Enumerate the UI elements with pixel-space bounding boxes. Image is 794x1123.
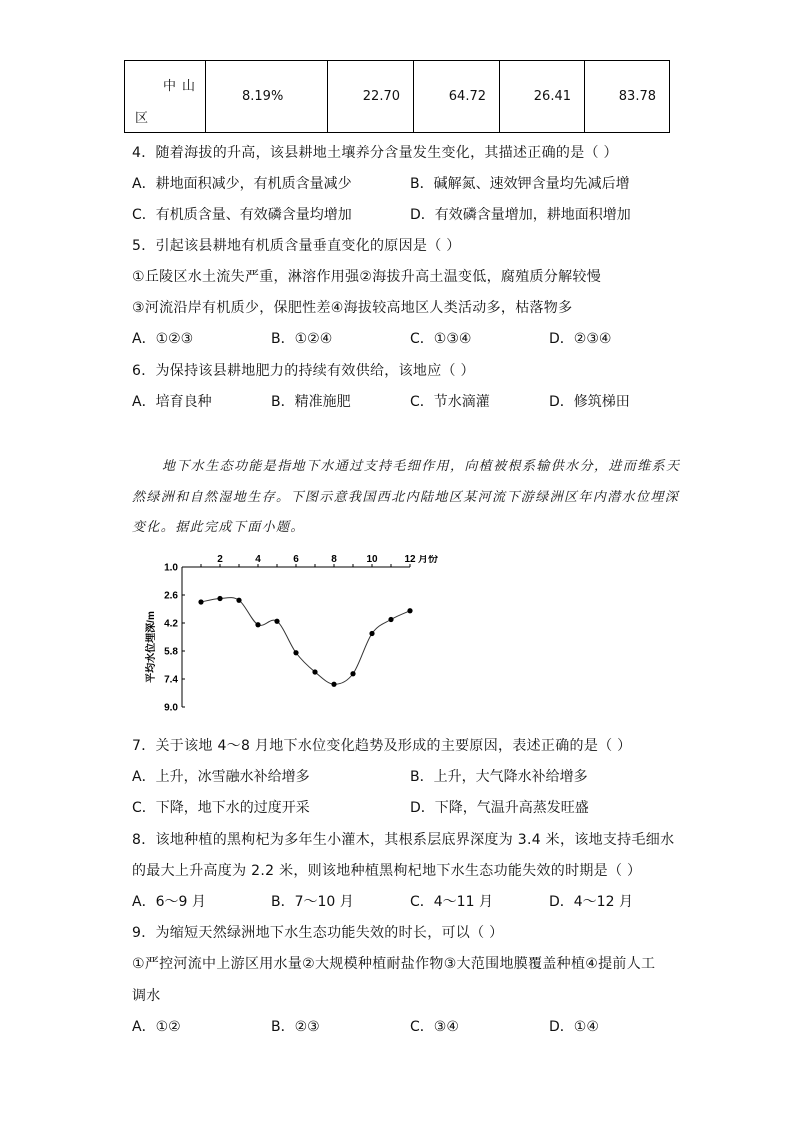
q5-option-c: C．①③④ [410,331,472,347]
x-tick-label: 12 [404,555,416,565]
data-point [293,650,298,655]
data-point [236,598,241,603]
data-table [124,60,670,133]
question-4-stem: 4．随着海拔的升高，该县耕地土壤养分含量发生变化，其描述正确的是（ ） [132,145,618,161]
x-axis-label: 月份 [418,555,438,565]
series-line [201,598,410,685]
passage-line-3: 变化。据此完成下面小题。 [132,520,305,535]
data-point [217,596,222,601]
q6-option-d: D．修筑梯田 [549,394,630,410]
q8-option-a: A．6～9 月 [132,894,206,910]
q7-option-a: A．上升，冰雪融水补给增多 [132,769,310,785]
data-point [350,671,355,676]
data-point [198,599,203,604]
table-cell: 8.19% [206,61,328,133]
x-tick-label: 4 [255,555,261,565]
q8-option-d: D．4～12 月 [549,894,633,910]
q4-option-c: C．有机质含量、有效磷含量均增加 [132,207,352,223]
table-cell-region [125,61,206,133]
data-point [274,619,279,624]
x-tick-label: 10 [366,555,378,565]
table-cell: 83.78 [585,61,670,133]
data-point [369,631,374,636]
x-tick-label: 6 [293,555,299,565]
table-cell: 22.70 [328,61,414,133]
question-6-stem: 6．为保持该县耕地肥力的持续有效供给，该地应（ ） [132,363,475,379]
question-8-stem-line1: 8．该地种植的黑枸杞为多年生小灌木，其根系层底界深度为 3.4 米，该地支持毛细水 [132,832,675,848]
q5-statements-line2: ③河流沿岸有机质少，保肥性差④海拔较高地区人类活动多，枯落物多 [132,300,573,316]
q5-statements-line1: ①丘陵区水土流失严重，淋溶作用强②海拔升高土温变低，腐殖质分解较慢 [132,269,601,285]
y-tick-label: 5.8 [164,646,178,658]
table-row [125,61,670,133]
q7-option-c: C．下降，地下水的过度开采 [132,800,310,816]
q9-option-d: D．①④ [549,1019,599,1035]
q9-statements-line1: ①严控河流中上游区用水量②大规模种植耐盐作物③大范围地膜覆盖种植④提前人工 [132,956,656,972]
data-point [331,682,336,687]
q9-option-b: B．②③ [271,1019,320,1035]
region-label-part1: 中山 [163,79,202,94]
q9-option-c: C．③④ [410,1019,459,1035]
y-axis-label: 平均水位埋深/m [146,611,157,683]
data-point [255,622,260,627]
table-cell: 26.41 [500,61,585,133]
question-8-stem-line2: 的最大上升高度为 2.2 米，则该地种植黑枸杞地下水生态功能失效的时期是（ ） [132,863,642,879]
q4-option-b: B．碱解氮、速效钾含量均先减后增 [410,176,630,192]
data-point [388,617,393,622]
y-tick-label: 1.0 [164,562,178,574]
q6-option-a: A．培育良种 [132,394,212,410]
q8-option-b: B．7～10 月 [271,894,354,910]
question-9-stem: 9．为缩短天然绿洲地下水生态功能失效的时长，可以（ ） [132,925,504,941]
y-tick-label: 4.2 [164,618,178,630]
data-point [407,608,412,613]
q6-option-b: B．精准施肥 [271,394,351,410]
data-point [312,669,317,674]
x-tick-label: 8 [331,555,337,565]
passage-line-2: 然绿洲和自然湿地生存。下图示意我国西北内陆地区某河流下游绿洲区年内潜水位埋深 [132,490,680,505]
x-tick-label: 2 [217,555,223,565]
q7-option-b: B．上升，大气降水补给增多 [410,769,588,785]
q4-option-a: A．耕地面积减少，有机质含量减少 [132,176,352,192]
y-tick-label: 2.6 [164,590,178,602]
q6-option-c: C．节水滴灌 [410,394,490,410]
y-tick-label: 9.0 [164,702,178,714]
q9-statements-line2: 调水 [132,988,161,1004]
q5-option-a: A．①②③ [132,331,194,347]
q7-option-d: D．下降，气温升高蒸发旺盛 [410,800,589,816]
y-tick-label: 7.4 [164,674,178,686]
q8-option-c: C．4～11 月 [410,894,493,910]
groundwater-depth-chart [140,555,450,725]
region-label-part2: 区 [135,111,149,126]
passage-line-1: 地下水生态功能是指地下水通过支持毛细作用，向植被根系输供水分，进而维系天 [162,459,681,474]
q9-option-a: A．①② [132,1019,181,1035]
question-7-stem: 7．关于该地 4～8 月地下水位变化趋势及形成的主要原因，表述正确的是（ ） [132,738,632,754]
q5-option-d: D．②③④ [549,331,612,347]
table-cell: 64.72 [414,61,500,133]
q4-option-d: D．有效磷含量增加，耕地面积增加 [410,207,631,223]
q5-option-b: B．①②④ [271,331,333,347]
question-5-stem: 5．引起该县耕地有机质含量垂直变化的原因是（ ） [132,238,461,254]
